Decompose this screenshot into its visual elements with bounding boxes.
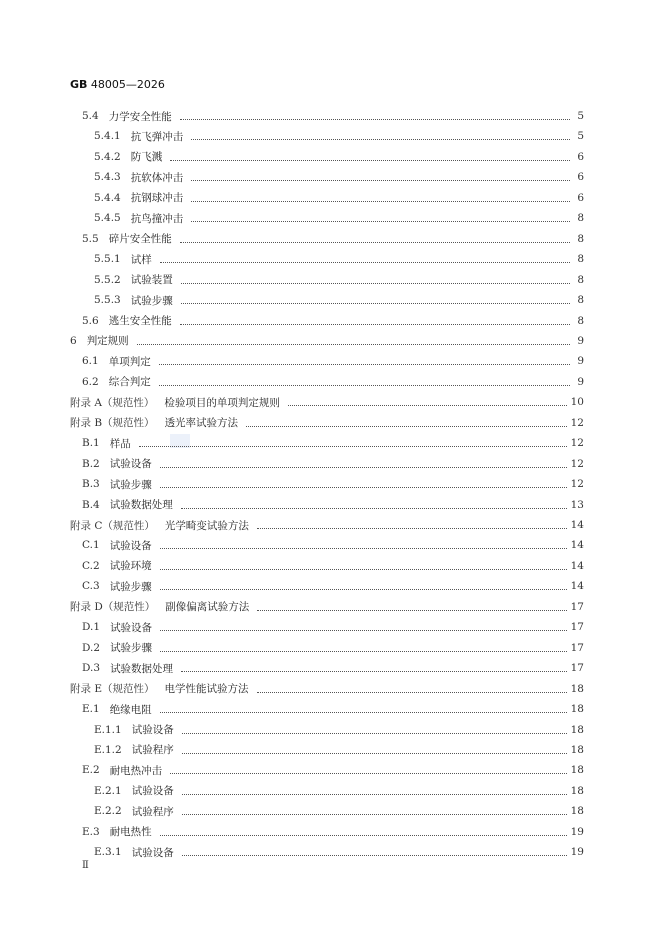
toc-entry-number: 附录 C（规范性） bbox=[70, 519, 155, 532]
toc-entry-number: 附录 B（规范性） bbox=[70, 417, 155, 430]
toc-entry[interactable] bbox=[82, 535, 584, 555]
toc-entry-title: 判定规则 bbox=[86, 335, 129, 348]
toc-leader-dots bbox=[257, 691, 567, 693]
toc-entry-title: 抗钢球冲击 bbox=[130, 192, 184, 205]
toc-entry-page: 8 bbox=[577, 253, 584, 266]
toc-entry-number: 6.2 bbox=[82, 375, 99, 388]
toc-entry[interactable] bbox=[82, 474, 584, 494]
toc-leader-dots bbox=[160, 547, 567, 549]
toc-entry-number: 6 bbox=[70, 334, 77, 347]
toc-entry-number: B.4 bbox=[82, 498, 100, 511]
toc-entry-title: 力学安全性能 bbox=[108, 110, 172, 123]
toc-leader-dots bbox=[257, 609, 566, 611]
toc-leader-dots bbox=[191, 179, 570, 181]
toc-leader-dots bbox=[288, 404, 567, 406]
toc-entry[interactable] bbox=[94, 781, 584, 801]
toc-entry-title: 试验环境 bbox=[109, 560, 152, 573]
toc-entry-number: 5.4 bbox=[82, 110, 99, 122]
toc-entry[interactable] bbox=[70, 515, 584, 535]
toc-entry-page: 17 bbox=[570, 641, 584, 654]
toc-entry-number: C.1 bbox=[82, 539, 100, 552]
toc-entry[interactable] bbox=[94, 188, 584, 208]
toc-entry[interactable] bbox=[82, 638, 584, 658]
toc-leader-dots bbox=[246, 425, 567, 427]
toc-entry-title: 检验项目的单项判定规则 bbox=[164, 396, 280, 409]
toc-leader-dots bbox=[160, 650, 567, 652]
toc-entry-title: 试样 bbox=[130, 253, 152, 266]
toc-entry-title: 碎片安全性能 bbox=[108, 233, 172, 246]
toc-entry[interactable] bbox=[94, 842, 584, 862]
toc-entry-page: 17 bbox=[570, 662, 584, 675]
toc-leader-dots bbox=[182, 752, 567, 754]
toc-entry-page: 19 bbox=[570, 846, 584, 859]
toc-entry-title: 抗飞弹冲击 bbox=[130, 130, 184, 143]
toc-entry-title: 试验步骤 bbox=[130, 294, 173, 307]
toc-entry[interactable] bbox=[94, 290, 584, 310]
toc-entry[interactable] bbox=[70, 413, 584, 433]
toc-leader-dots bbox=[181, 282, 570, 284]
toc-leader-dots bbox=[191, 138, 570, 140]
toc-entry-title: 防飞溅 bbox=[130, 151, 163, 164]
document-header bbox=[70, 78, 165, 91]
toc-leader-dots bbox=[181, 507, 567, 509]
toc-entry-number: 5.4.3 bbox=[94, 171, 121, 184]
toc-entry[interactable] bbox=[94, 740, 584, 760]
toc-entry[interactable] bbox=[82, 699, 584, 719]
toc-entry-page: 19 bbox=[570, 825, 584, 838]
toc-entry-number: E.3.1 bbox=[94, 846, 122, 859]
toc-entry[interactable] bbox=[82, 372, 584, 392]
toc-entry-page: 8 bbox=[577, 212, 584, 225]
toc-entry[interactable] bbox=[82, 433, 584, 453]
toc-entry-page: 14 bbox=[570, 539, 584, 552]
toc-entry-title: 试验设备 bbox=[109, 539, 152, 552]
toc-entry-title: 试验设备 bbox=[131, 724, 174, 736]
toc-entry[interactable] bbox=[82, 351, 584, 371]
toc-leader-dots bbox=[160, 834, 567, 836]
toc-entry-title: 试验设备 bbox=[131, 785, 174, 798]
toc-entry-title: 综合判定 bbox=[108, 376, 151, 389]
toc-entry-number: 5.5.1 bbox=[94, 253, 121, 266]
toc-entry-page: 18 bbox=[570, 682, 584, 695]
toc-entry-number: 5.5.2 bbox=[94, 273, 121, 286]
toc-entry[interactable] bbox=[94, 208, 584, 228]
toc-entry-number: D.3 bbox=[82, 662, 101, 675]
toc-entry-title: 单项判定 bbox=[108, 355, 151, 368]
toc-entry-page: 9 bbox=[577, 334, 584, 347]
toc-entry[interactable] bbox=[82, 311, 584, 331]
toc-leader-dots bbox=[137, 343, 570, 345]
toc-entry-page: 10 bbox=[570, 396, 584, 409]
toc-leader-dots bbox=[160, 261, 570, 263]
toc-entry[interactable] bbox=[82, 106, 584, 126]
toc-leader-dots bbox=[180, 323, 570, 325]
toc-entry-page: 18 bbox=[570, 764, 584, 777]
toc-leader-dots bbox=[181, 670, 567, 672]
toc-leader-dots bbox=[160, 588, 567, 590]
toc-entry-number: 5.4.5 bbox=[94, 212, 121, 225]
toc-entry-page: 5 bbox=[577, 130, 584, 143]
toc-entry-number: E.1.1 bbox=[94, 723, 122, 736]
toc-entry[interactable] bbox=[82, 556, 584, 576]
toc-leader-dots bbox=[139, 445, 567, 447]
toc-entry-number: 6.1 bbox=[82, 355, 99, 368]
toc-entry-number: 附录 A（规范性） bbox=[70, 396, 155, 409]
toc-entry[interactable] bbox=[82, 229, 584, 249]
toc-entry-page: 18 bbox=[570, 723, 584, 736]
toc-entry-number: 5.5.3 bbox=[94, 294, 121, 307]
toc-entry[interactable] bbox=[70, 331, 584, 351]
toc-entry-title: 试验程序 bbox=[131, 744, 174, 757]
toc-entry-number: B.1 bbox=[82, 437, 100, 450]
toc-entry-page: 8 bbox=[577, 294, 584, 307]
toc-entry-page: 12 bbox=[570, 478, 584, 491]
toc-entry-number: C.3 bbox=[82, 580, 100, 593]
toc-entry-page: 17 bbox=[570, 600, 584, 613]
toc-entry[interactable] bbox=[82, 454, 584, 474]
toc-entry-number: B.2 bbox=[82, 457, 100, 470]
toc-entry-title: 试验程序 bbox=[131, 805, 174, 818]
toc-entry-number: B.3 bbox=[82, 478, 100, 491]
toc-entry-page: 18 bbox=[570, 743, 584, 756]
toc-entry[interactable] bbox=[94, 720, 584, 740]
toc-entry[interactable] bbox=[82, 576, 584, 596]
toc-leader-dots bbox=[160, 466, 567, 468]
toc-entry[interactable] bbox=[94, 801, 584, 821]
toc-entry-number: D.2 bbox=[82, 641, 101, 654]
toc-entry-page: 6 bbox=[577, 191, 584, 204]
toc-entry-page: 6 bbox=[577, 150, 584, 163]
toc-entry-page: 14 bbox=[570, 519, 584, 531]
toc-entry-page: 9 bbox=[577, 375, 584, 388]
toc-leader-dots bbox=[180, 118, 570, 120]
toc-entry[interactable] bbox=[82, 658, 584, 678]
toc-entry-number: D.1 bbox=[82, 621, 101, 634]
toc-leader-dots bbox=[182, 854, 567, 856]
toc-entry-number: E.2.2 bbox=[94, 805, 122, 818]
toc-leader-dots bbox=[159, 384, 570, 386]
toc-leader-dots bbox=[191, 220, 570, 222]
toc-entry[interactable] bbox=[94, 249, 584, 269]
toc-entry-title: 试验步骤 bbox=[110, 642, 153, 655]
toc-entry[interactable] bbox=[94, 167, 584, 187]
toc-entry-title: 试验数据处理 bbox=[110, 662, 174, 675]
toc-entry-title: 试验设备 bbox=[110, 621, 153, 634]
toc-leader-dots bbox=[257, 527, 567, 529]
toc-entry-title: 试验装置 bbox=[130, 274, 173, 287]
toc-leader-dots bbox=[160, 629, 567, 631]
toc-entry-title: 抗鸟撞冲击 bbox=[130, 212, 184, 225]
toc-entry-number: E.2.1 bbox=[94, 784, 122, 797]
toc-entry[interactable] bbox=[82, 760, 584, 780]
toc-entry-page: 18 bbox=[570, 703, 584, 716]
toc-entry-page: 12 bbox=[570, 457, 584, 470]
toc-entry-title: 透光率试验方法 bbox=[164, 417, 239, 430]
toc-leader-dots bbox=[160, 711, 567, 713]
toc-entry-number: E.1.2 bbox=[94, 743, 122, 756]
toc-entry-title: 试验步骤 bbox=[109, 580, 152, 593]
toc-entry-title: 副像偏离试验方法 bbox=[165, 601, 250, 614]
toc-entry-page: 8 bbox=[577, 273, 584, 286]
toc-entry-title: 电学性能试验方法 bbox=[164, 683, 249, 696]
toc-entry-title: 光学畸变试验方法 bbox=[164, 519, 249, 532]
toc-leader-dots bbox=[159, 363, 570, 365]
toc-entry-page: 8 bbox=[577, 314, 584, 327]
toc-entry-number: E.2 bbox=[82, 764, 100, 777]
toc-entry-number: 5.6 bbox=[82, 314, 99, 327]
toc-entry-number: 5.5 bbox=[82, 232, 99, 245]
standard-prefix: GB bbox=[70, 78, 88, 91]
toc-entry-title: 样品 bbox=[109, 437, 131, 450]
toc-entry-number: C.2 bbox=[82, 559, 100, 572]
toc-entry-page: 18 bbox=[570, 805, 584, 818]
toc-leader-dots bbox=[170, 772, 566, 774]
toc-entry-number: E.1 bbox=[82, 703, 100, 716]
toc-entry-title: 抗软体冲击 bbox=[130, 171, 184, 184]
toc-entry-number: 5.4.2 bbox=[94, 150, 121, 163]
toc-entry-number: 5.4.4 bbox=[94, 191, 121, 204]
toc-entry[interactable] bbox=[94, 126, 584, 146]
toc-entry-title: 试验数据处理 bbox=[109, 499, 173, 512]
toc-leader-dots bbox=[160, 568, 567, 570]
toc-entry-page: 13 bbox=[570, 498, 584, 511]
toc-entry-page: 9 bbox=[577, 355, 584, 368]
toc-entry[interactable] bbox=[70, 392, 584, 412]
toc-leader-dots bbox=[182, 813, 567, 815]
toc-entry[interactable] bbox=[82, 617, 584, 637]
toc-entry[interactable] bbox=[82, 822, 584, 842]
toc-leader-dots bbox=[191, 200, 570, 202]
toc-entry-number: 5.4.1 bbox=[94, 130, 121, 143]
toc-entry-page: 17 bbox=[570, 621, 584, 634]
standard-number: 48005—2026 bbox=[90, 78, 165, 91]
toc-entry[interactable] bbox=[70, 597, 584, 617]
toc-entry-title: 试验设备 bbox=[131, 846, 174, 859]
toc-entry[interactable] bbox=[70, 679, 584, 699]
toc-entry-page: 5 bbox=[577, 110, 584, 122]
toc-leader-dots bbox=[182, 732, 567, 734]
toc-entry-page: 14 bbox=[570, 559, 584, 572]
toc-leader-dots bbox=[170, 159, 570, 161]
toc-leader-dots bbox=[160, 486, 567, 488]
toc-entry-page: 14 bbox=[570, 580, 584, 593]
toc-entry[interactable] bbox=[82, 495, 584, 515]
toc-entry-title: 绝缘电阻 bbox=[109, 703, 152, 716]
toc-leader-dots bbox=[181, 302, 570, 304]
toc-entry-page: 18 bbox=[570, 784, 584, 797]
toc-entry[interactable] bbox=[94, 147, 584, 167]
toc-entry-page: 12 bbox=[570, 437, 584, 450]
toc-entry-title: 逃生安全性能 bbox=[108, 315, 172, 327]
toc-entry-page: 12 bbox=[570, 416, 584, 429]
toc-entry-number: 附录 D（规范性） bbox=[70, 601, 156, 614]
toc-entry-page: 8 bbox=[577, 232, 584, 245]
page-number-footer: Ⅱ bbox=[82, 860, 89, 871]
toc-leader-dots bbox=[180, 241, 570, 243]
toc-entry[interactable] bbox=[94, 270, 584, 290]
toc-entry-title: 试验步骤 bbox=[109, 478, 152, 491]
toc-entry-number: 附录 E（规范性） bbox=[70, 683, 155, 696]
toc-entry-page: 6 bbox=[577, 171, 584, 184]
toc-entry-title: 耐电热性 bbox=[109, 826, 152, 839]
toc-entry-number: E.3 bbox=[82, 825, 100, 838]
toc-entry-title: 试验设备 bbox=[109, 458, 152, 471]
toc-entry-title: 耐电热冲击 bbox=[109, 764, 163, 777]
toc-leader-dots bbox=[182, 793, 567, 795]
